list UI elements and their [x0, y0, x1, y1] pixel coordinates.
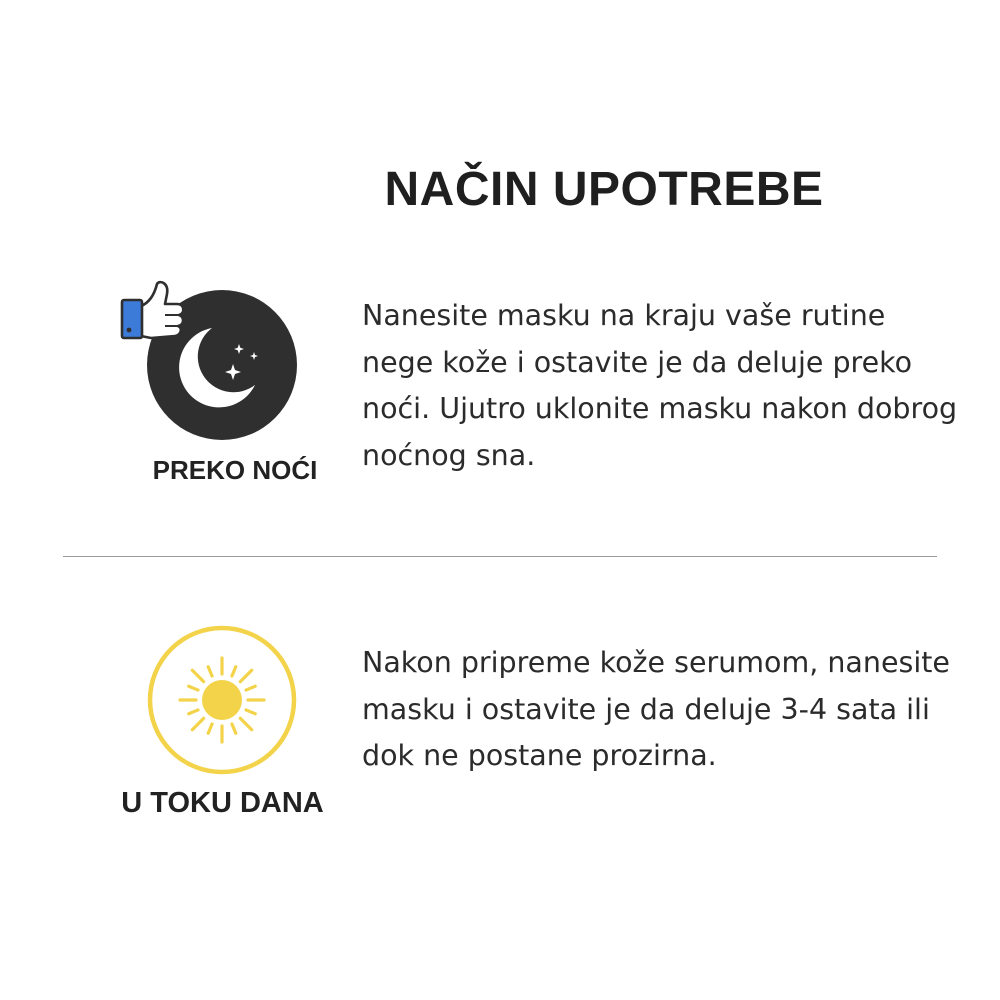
overnight-icon-group [115, 280, 300, 445]
sun-ray [208, 724, 212, 733]
sun-ray [240, 670, 251, 681]
sun-ray [189, 710, 198, 714]
overnight-label: PREKO NOĆI [152, 455, 318, 485]
thumbs-up-icon [122, 282, 183, 338]
sun-ray [232, 667, 236, 676]
page-title: NAČIN UPOTREBE [384, 163, 824, 217]
sun-ray [246, 710, 255, 714]
overnight-description: Nanesite masku na kraju vaše rutine nege kože i ostavite je da deluje preko noći. Ujutro uklonite masku nakon dobrog noćnog sna. [362, 299, 958, 472]
sun-icon [146, 624, 298, 776]
sun-ray [189, 686, 198, 690]
sun-ray [192, 718, 203, 729]
section-divider [63, 556, 937, 557]
sun-ray [208, 667, 212, 676]
sun-ray [240, 718, 251, 729]
sun-ray [246, 686, 255, 690]
sun-ray [232, 724, 236, 733]
sun-ray [192, 670, 203, 681]
daytime-description: Nakon pripreme kože serumom, nanesite masku i ostavite je da deluje 3-4 sata ili dok ne postane prozirna. [362, 646, 950, 772]
moon-stars-icon [115, 280, 300, 445]
daytime-icon-group [146, 624, 298, 776]
daytime-label: U TOKU DANA [121, 787, 324, 819]
